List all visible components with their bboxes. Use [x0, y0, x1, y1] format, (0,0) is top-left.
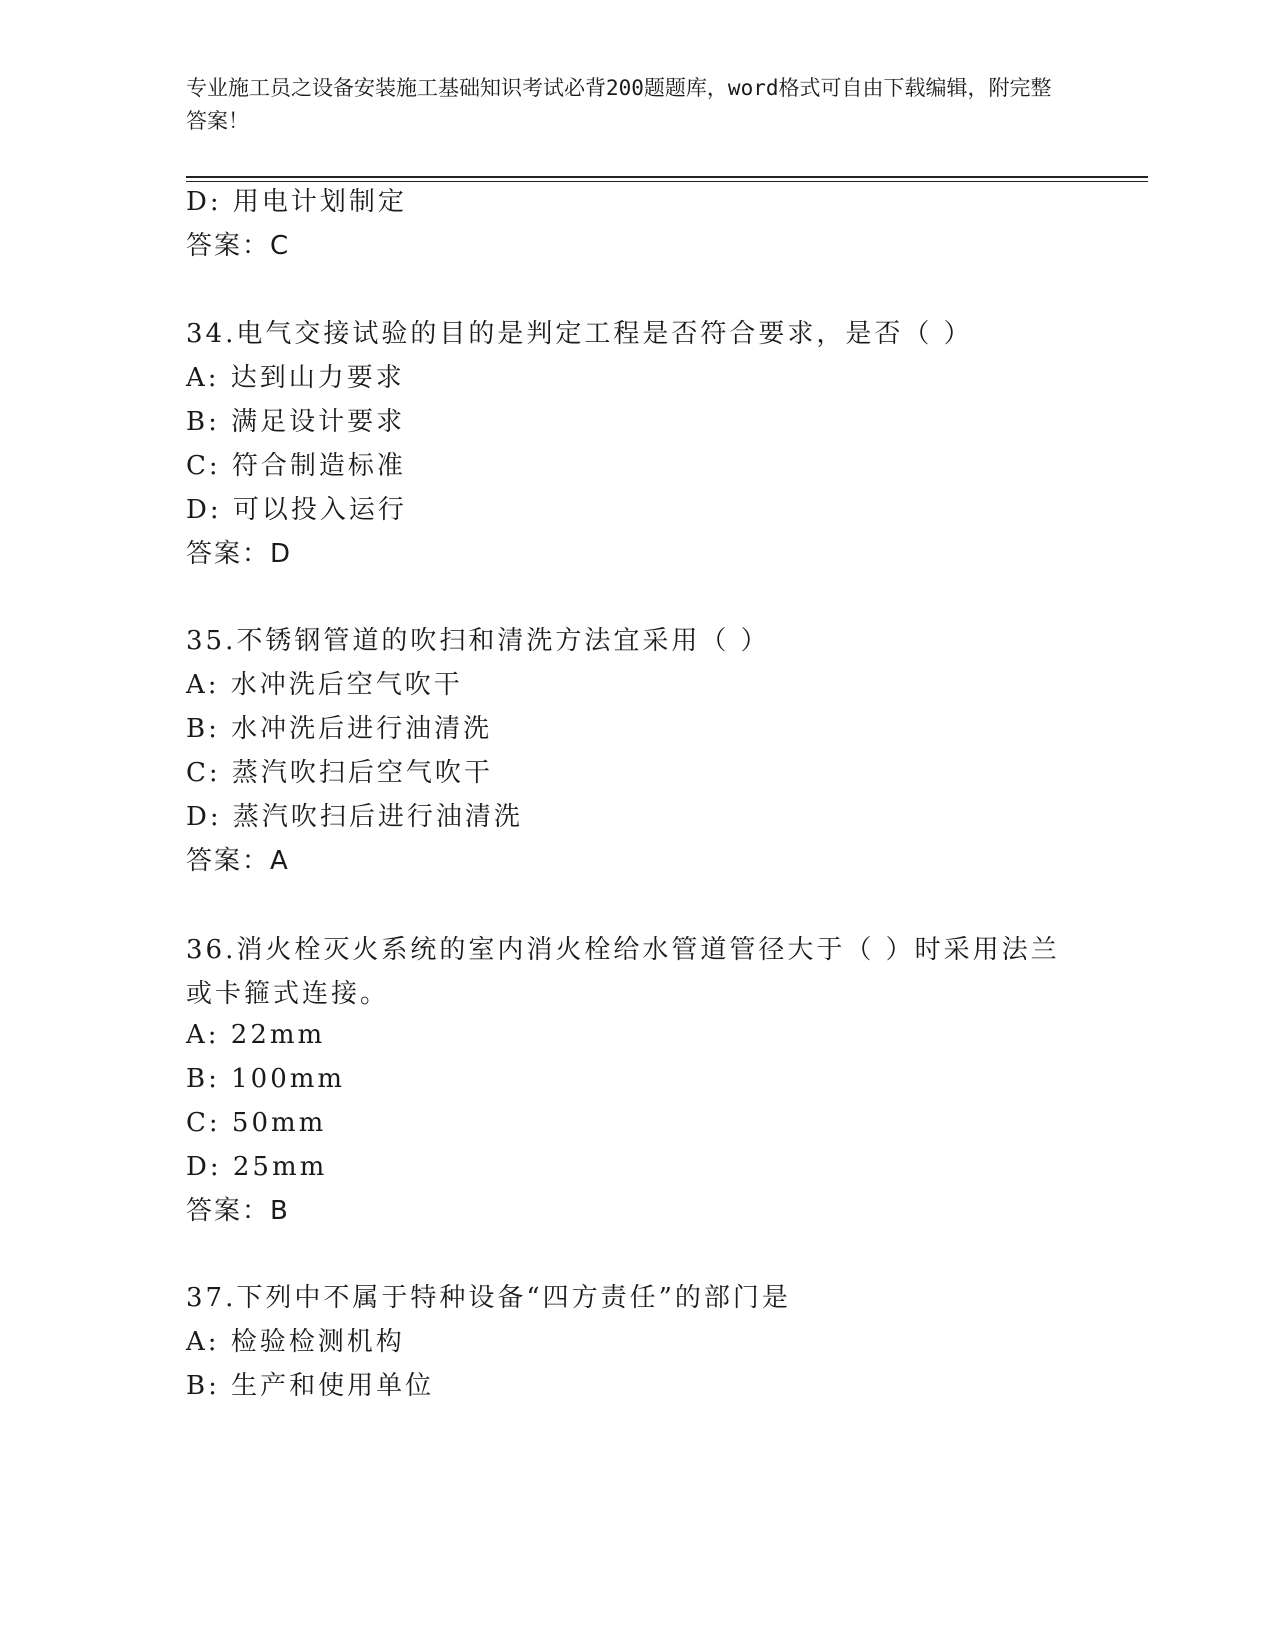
- option-a: A: 水冲洗后空气吹干: [186, 670, 463, 700]
- option-c: C: 50mm: [186, 1108, 327, 1138]
- option-d: D: 25mm: [186, 1152, 328, 1182]
- option-a: A: 达到山力要求: [186, 363, 405, 393]
- header-divider: [186, 176, 1148, 178]
- answer-line: 答案：C: [186, 231, 291, 261]
- option-b: B: 100mm: [186, 1064, 346, 1094]
- question-stem: 34.电气交接试验的目的是判定工程是否符合要求，是否（ ）: [186, 319, 973, 349]
- question-stem: 36.消火栓灭火系统的室内消火栓给水管道管径大于（ ）时采用法兰或卡箍式连接。: [186, 935, 1060, 1009]
- document-header: 专业施工员之设备安装施工基础知识考试必背200题题库，word格式可自由下载编辑，附完整答案！: [186, 76, 1052, 133]
- answer-line: 答案：B: [186, 1196, 290, 1226]
- option-b: B: 满足设计要求: [186, 407, 406, 437]
- option-b: B: 生产和使用单位: [186, 1371, 435, 1401]
- option-c: C: 蒸汽吹扫后空气吹干: [186, 758, 493, 788]
- option-b: B: 水冲洗后进行油清洗: [186, 714, 493, 744]
- option-d: D: 可以投入运行: [186, 495, 407, 525]
- option-c: C: 符合制造标准: [186, 451, 406, 481]
- question-stem: 37.下列中不属于特种设备“四方责任”的部门是: [186, 1283, 791, 1313]
- answer-line: 答案：A: [186, 846, 290, 876]
- question-stem: 35.不锈钢管道的吹扫和清洗方法宜采用（ ）: [186, 626, 770, 656]
- option-d: D: 蒸汽吹扫后进行油清洗: [186, 802, 523, 832]
- option-a: A: 22mm: [186, 1020, 326, 1050]
- header-divider-thin: [186, 181, 1148, 182]
- option-d: D: 用电计划制定: [186, 187, 407, 217]
- answer-line: 答案：D: [186, 539, 293, 569]
- option-a: A: 检验检测机构: [186, 1327, 405, 1357]
